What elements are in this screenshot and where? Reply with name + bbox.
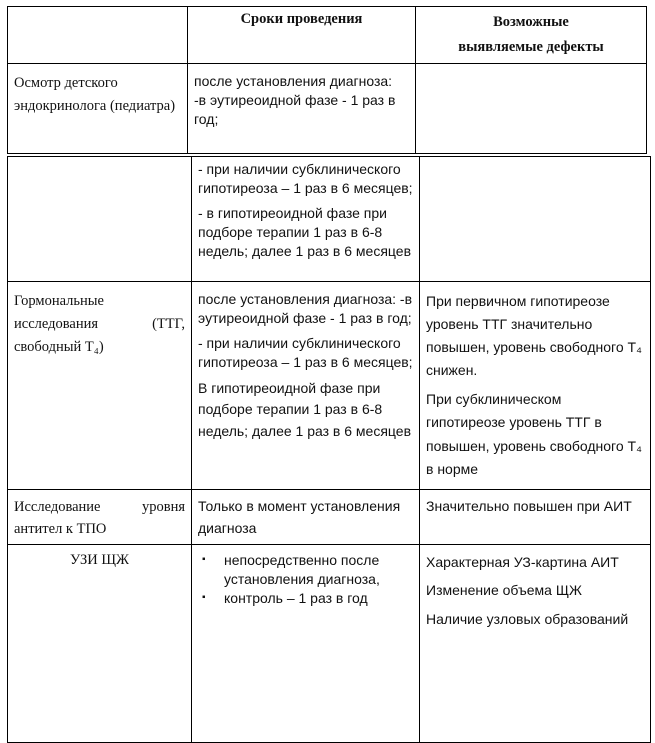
antibodies-defects: Значительно повышен при АИТ bbox=[420, 490, 651, 545]
header-cell-empty bbox=[8, 7, 188, 64]
exam-cont-defects bbox=[420, 157, 651, 282]
ultrasound-defects: Характерная УЗ-картина АИТ Изменение объема ЩЖ Наличие узловых образований bbox=[420, 544, 651, 742]
header-timing: Сроки проведения bbox=[188, 7, 416, 64]
exam-timing: после установления диагноза: -в эутиреоидной фазе - 1 раз в год; bbox=[188, 64, 416, 154]
hormones-timing: после установления диагноза: -в эутиреоидной фазе - 1 раз в год; - при наличии субклинического гипотиреоза – 1 раз в 6 месяцев; В гипотиреоидной фазе при подборе терапии 1 раз в 6-8 недель; далее 1 раз в 6 месяцев bbox=[192, 282, 420, 490]
ultrasound-label: УЗИ ЩЖ bbox=[8, 544, 192, 742]
antibodies-label: Исследование уровня антител к ТПО bbox=[8, 490, 192, 545]
ultrasound-timing bbox=[192, 544, 420, 742]
antibodies-timing: Только в момент установления диагноза bbox=[192, 490, 420, 545]
header-row bbox=[8, 7, 647, 64]
exam-label: Осмотр детского эндокринолога (педиатра) bbox=[8, 64, 188, 154]
table-row-antibodies bbox=[8, 490, 651, 545]
ultrasound-timing-list bbox=[198, 551, 413, 608]
schedule-table-top bbox=[7, 6, 647, 154]
table-row-hormones bbox=[8, 282, 651, 490]
table-row-exam-cont bbox=[8, 157, 651, 282]
exam-cont-label bbox=[8, 157, 192, 282]
exam-cont-timing: - при наличии субклинического гипотиреоза – 1 раз в 6 месяцев; - в гипотиреоидной фазе при подборе терапии 1 раз в 6-8 недель; далее 1 раз в 6 месяцев bbox=[192, 157, 420, 282]
list-item: ▪ непосредственно после установления диагноза, bbox=[224, 551, 413, 589]
hormones-defects: При первичном гипотиреозе уровень ТТГ значительно повышен, уровень свободного Т₄ снижен. При субклиническом гипотиреозе уровень ТТГ в повышен, уровень свободного Т₄ в норме bbox=[420, 282, 651, 490]
table-row-ultrasound bbox=[8, 544, 651, 742]
table-row-exam bbox=[8, 64, 647, 154]
list-item: ▪ контроль – 1 раз в год bbox=[224, 589, 413, 608]
schedule-table-main bbox=[7, 156, 651, 743]
header-defects: Возможные выявляемые дефекты bbox=[416, 7, 647, 64]
exam-defects bbox=[416, 64, 647, 154]
hormones-label: Гормональные исследования (ТТГ, свободный Т₄) bbox=[8, 282, 192, 490]
